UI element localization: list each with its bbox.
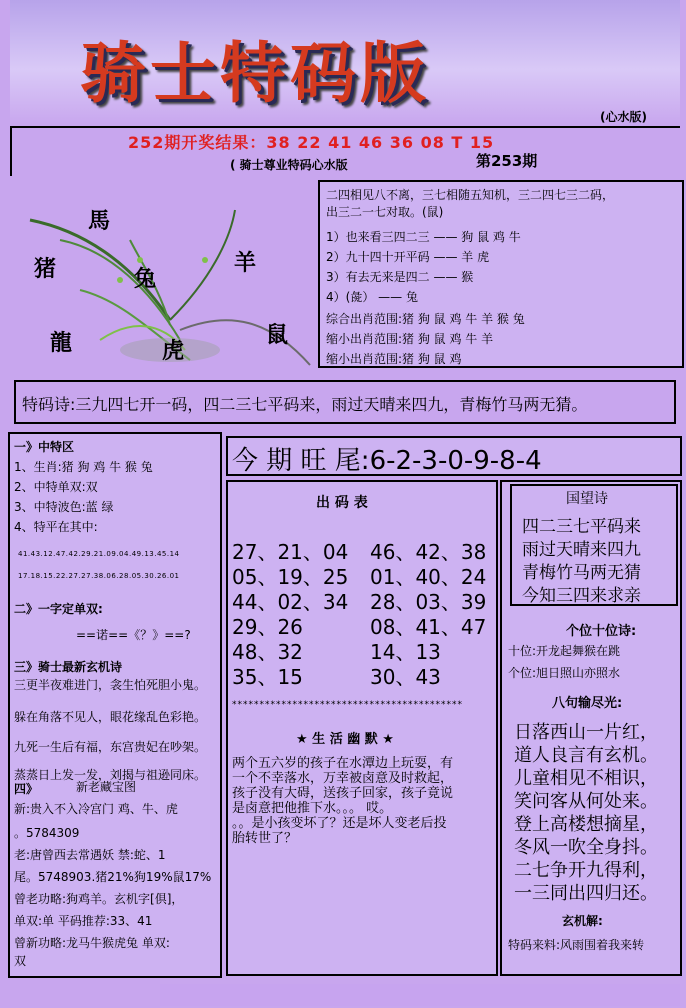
list-item: 2、中特单双:双 [14,480,98,494]
number-row: 05、19、25 [232,565,349,589]
text-line: 曾老功略:狗鸡羊。玄机字[倶]， [14,892,184,906]
guowang-line: 青梅竹马两无猜 [522,563,641,583]
dotted-divider: ****************************************** [232,700,463,710]
prediction-line: 3）有去无来是四二 —— 猴 [326,270,474,284]
humor-line: 胎转世了？ [232,831,298,846]
prediction-line: 出三二一七对取。(鼠) [326,205,444,219]
page-title: 骑士特码版 [80,34,430,112]
list-item: 1、生肖:猪 狗 鸡 牛 猴 兔 [14,460,153,474]
header-divider [10,126,680,128]
eight-line: 日落西山一片红， [514,722,658,743]
previous-result: 252期开奖结果：38 22 41 46 36 08 T 15 [128,133,495,152]
text-line: 单双:单 平码推荐:33、41 [14,914,153,928]
prediction-line: 综合出肖范围:猪 狗 鼠 鸡 牛 羊 猴 兔 [326,312,525,326]
prediction-line: 缩小出肖范围:猪 狗 鼠 鸡 [326,352,462,366]
section-label: 四》 [14,782,39,796]
text-line: 。5784309 [14,826,80,840]
animal-pig: 猪 [34,256,57,282]
number-list: 17.18.15.22.27.27.38.06.28.05.30.26.01 [18,572,180,580]
animal-tiger: 虎 [162,338,185,364]
poem-line: 九死一生后有福，东宫贵妃在吵架。 [14,740,207,754]
tens-line: 十位:开龙起舞猴在跳 [508,644,621,658]
number-row: 08、41、47 [370,615,487,639]
number-row: 01、40、24 [370,565,487,589]
eight-line: 二七争开九得利， [514,860,658,881]
text-line: 新:贵入不入冷宫门 鸡、牛、虎 [14,802,178,816]
prediction-line: 4）(彘） —— 兔 [326,290,418,304]
humor-title: ★ 生 活 幽 默 ★ [296,732,394,747]
animal-rat: 鼠 [266,322,289,348]
section-title: 三》骑士最新玄机诗 [14,660,123,674]
eight-line-title: 八句输尽光: [552,696,623,711]
animal-goat: 羊 [234,250,257,276]
section-title: 二》一字定单双: [14,602,103,616]
prediction-line: 1）也来看三四二三 —— 狗 鼠 鸡 牛 [326,230,521,244]
text-line: 曾新功略:龙马牛猴虎兔 单双: [14,936,170,950]
eight-line: 登上高楼想摘星， [514,814,658,835]
animal-horse: 馬 [88,208,111,234]
edition-label: (心水版) [600,110,647,124]
guowang-line: 今知三四来求亲 [522,586,641,606]
poem-line: 三更半夜难进门，衾生怕死胆小鬼。 [14,678,207,692]
poem-line: 躲在角落不见人，眼花缘乱色彩艳。 [14,710,207,724]
prediction-line: 缩小出肖范围:猪 狗 鼠 鸡 牛 羊 [326,332,494,346]
number-table-title: 出 码 表 [316,495,368,511]
list-item: 3、中特波色:蓝 绿 [14,500,114,514]
humor-line: 是卤意把他推下水。。。 哎。 [232,801,393,816]
number-list: 41.43.12.47.42.29.21.09.04.49.13.45.14 [18,550,180,558]
number-row: 46、42、38 [370,540,487,564]
animal-dragon: 龍 [50,330,73,356]
animal-rabbit: 兔 [134,266,157,292]
humor-line: 一个不幸落水，万幸被卤意及时救起， [232,771,454,786]
footer-bar [160,984,680,1006]
poem-line: 蒸蒸日上发一发，刘揭与祖逊同床。 [14,768,207,782]
section-title: 新老藏宝图 [76,780,137,794]
number-row: 27、21、04 [232,540,349,564]
eight-line: 儿童相见不相识， [514,768,658,789]
section-title: 一》中特区 [14,440,75,454]
humor-line: 两个五六岁的孩子在水潭边上玩耍，有 [232,756,454,771]
special-code-poem: 特码诗:三九四七开一码，四二三七平码来，雨过天晴来四九，青梅竹马两无猜。 [22,395,588,414]
number-row: 14、13 [370,640,441,664]
riddle-title: 玄机解: [562,914,603,928]
number-row: 29、26 [232,615,303,639]
guowang-line: 雨过天晴来四九 [522,540,641,560]
number-row: 48、32 [232,640,303,664]
text-line: 尾。5748903.猪21%狗19%鼠17% [14,870,212,884]
lucky-tail-label: 今 期 旺 尾: [232,446,370,476]
humor-line: 孩子没有大碍，送孩子回家，孩子竟说 [232,786,454,801]
eight-line: 一三同出四归还。 [514,883,658,904]
issue-number: 第253期 [476,152,538,170]
lucky-tail [232,440,542,477]
list-item: 4、特平在其中: [14,520,98,534]
riddle-text: 特码来料:风雨围着我来转 [508,938,645,952]
eight-line: 道人良言有玄机。 [514,745,658,766]
prediction-box [318,180,684,368]
header-left-border [10,126,12,176]
prediction-line: 二四相见八不离，三七相随五知机，三二四七三二码， [326,188,615,202]
guowang-line: 四二三七平码来 [522,517,641,537]
prediction-line: 2）九十四十开平码 —— 羊 虎 [326,250,490,264]
number-row: 30、43 [370,665,441,689]
lucky-tail-value: 6-2-3-0-9-8-4 [369,446,542,476]
number-row: 28、03、39 [370,590,487,614]
text-line: 老:唐曾西去常遇妖 禁:蛇、1 [14,848,166,862]
subtitle-line: ( 骑士尊业特码心水版 [230,158,348,172]
number-row: 35、15 [232,665,303,689]
odd-even-text: ==诺==《？》==? [76,628,191,642]
digit-poem-title: 个位十位诗: [566,624,637,639]
text-line: 双 [14,954,27,968]
eight-line: 笑问客从何处来。 [514,791,658,812]
units-line: 个位:旭日照山亦照水 [508,666,621,680]
eight-line: 冬风一吹全身抖。 [514,837,658,858]
guowang-title: 国望诗 [566,491,608,507]
humor-line: 。。是小孩变坏了？还是坏人变老后投 [232,816,447,831]
number-row: 44、02、34 [232,590,349,614]
